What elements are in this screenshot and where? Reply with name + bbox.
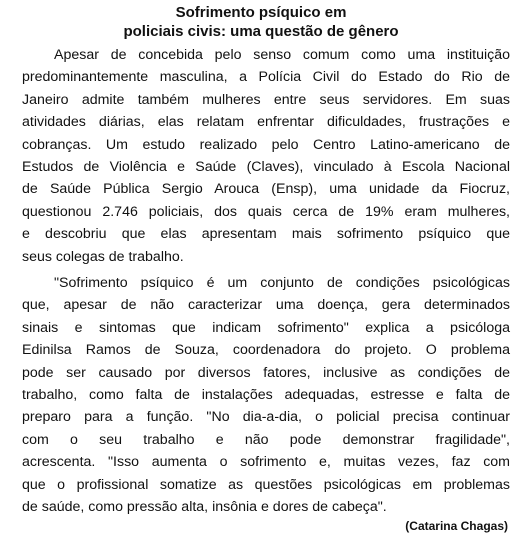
- paragraph-2-line: acrescenta. "Isso aumenta o sofrimento e, muitas vezes, faz com: [22, 454, 510, 471]
- paragraph-1-line: atividades diárias, elas relatam enfrentar dificuldades, frustrações e: [22, 114, 510, 131]
- article-title-line-1: Sofrimento psíquico em: [175, 4, 347, 21]
- paragraph-2-line: pode ser causado por diversos fatores, inclusive as condições de: [22, 364, 510, 381]
- paragraph-1-line: predominantemente masculina, a Polícia Civil do Estado do Rio de: [22, 69, 510, 86]
- paragraph-1-line: Estudos de Violência e Saúde (Claves), vinculado à Escola Nacional: [22, 159, 510, 175]
- paragraph-2-line: que o profissional somatize as questões psicológicas em problemas: [22, 476, 510, 493]
- paragraph-1-line: de Saúde Pública Sergio Arouca (Ensp), uma unidade da Fiocruz,: [22, 181, 510, 198]
- paragraph-2-line: trabalho, como falta de instalações adequadas, estresse e falta de: [22, 387, 510, 403]
- paragraph-1-line: cobranças. Um estudo realizado pelo Centro Latino-americano de: [22, 136, 510, 153]
- article-title-line-2: policiais civis: uma questão de gênero: [123, 23, 399, 40]
- paragraph-2-line: preparo para a função. "No dia-a-dia, o policial precisa continuar: [22, 409, 510, 426]
- paragraph-2-line: com o seu trabalho e não pode demonstrar fragilidade",: [22, 431, 510, 448]
- paragraph-1-line: Janeiro admite também mulheres entre seus servidores. Em suas: [22, 91, 510, 108]
- paragraph-1-line: e descobriu que elas apresentam mais sofrimento psíquico que: [22, 226, 510, 243]
- paragraph-1-line: questionou 2.746 policiais, dos quais cerca de 19% eram mulheres,: [22, 203, 510, 220]
- paragraph-2-line: de saúde, como pressão alta, insônia e dores de cabeça".: [22, 499, 387, 515]
- paragraph-2-line: Edinilsa Ramos de Souza, coordenadora do projeto. O problema: [22, 342, 510, 359]
- paragraph-1-line: Apesar de concebida pelo senso comum como uma instituição: [54, 47, 510, 63]
- paragraph-2-line: sinais e sintomas que indicam sofrimento" explica a psicóloga: [22, 319, 510, 336]
- paragraph-1-line: seus colegas de trabalho.: [22, 248, 184, 265]
- paragraph-2-line: que, apesar de não caracterizar uma doença, gera determinados: [22, 297, 510, 314]
- author-signature: (Catarina Chagas): [405, 519, 508, 533]
- paragraph-2-line: "Sofrimento psíquico é um conjunto de condições psicológicas: [54, 275, 510, 291]
